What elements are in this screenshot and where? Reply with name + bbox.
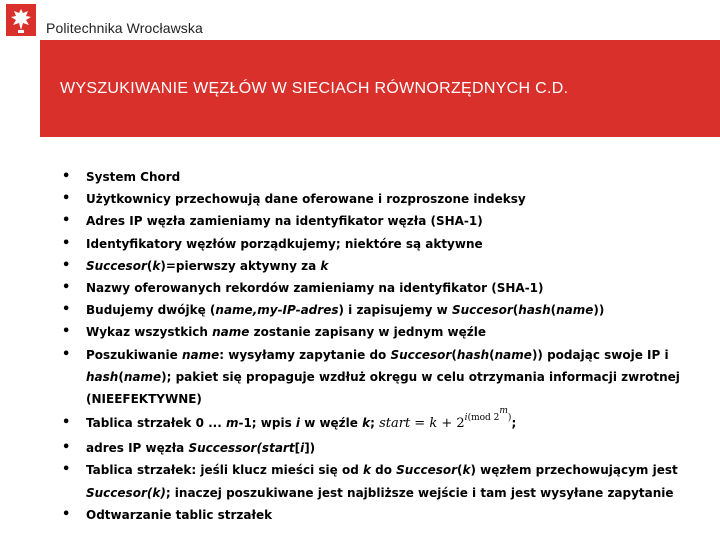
bullet-icon [62, 210, 70, 232]
bullet-icon [62, 233, 70, 255]
bullet-item: • Nazwy oferowanych rekordów zamieniamy na identyfikator (SHA-1) [60, 277, 710, 299]
bullet-icon [62, 344, 70, 366]
bullet-list [60, 166, 710, 526]
formula: start = $k + 2^{i(mod 2^m)}$ [379, 406, 512, 432]
bullet-item: • Succesor(k)=pierwszy aktywny za k [60, 255, 710, 277]
bullet-icon [62, 299, 70, 321]
bullet-icon [62, 255, 70, 277]
bullet-icon [62, 459, 70, 481]
bullet-item: • Użytkownicy przechowują dane oferowane i rozproszone indeksy [60, 188, 710, 210]
bullet-item: • Adres IP węzła zamieniamy na identyfikator węzła (SHA-1) [60, 210, 710, 232]
bullet-item: • System Chord [60, 166, 710, 188]
bullet-item: • Odtwarzanie tablic strzałek [60, 504, 710, 526]
bullet-item: • Tablica strzałek: jeśli klucz mieści się od k do Succesor(k) węzłem przechowującym jest Succesor(k); inaczej poszukiwane jest najbliższe wejście i tam jest wysyłane zapytanie [60, 459, 710, 503]
bullet-item: • Wykaz wszystkich name zostanie zapisany w jednym węźle [60, 321, 710, 343]
bullet-item: • Poszukiwanie name: wysyłamy zapytanie do Succesor(hash(name)) podając swoje IP i hash(name); pakiet się propaguje wzdłuż okręgu w celu otrzymania informacji zwrotnej (NIEEFEKTYWNE) [60, 344, 710, 411]
bullet-icon [62, 321, 70, 343]
eagle-emblem-icon [6, 4, 36, 36]
title-band [40, 40, 720, 137]
slide-content [40, 137, 720, 540]
slide-title: WYSZUKIWANIE WĘZŁÓW W SIECIACH RÓWNORZĘDNYCH C.D. [60, 80, 569, 97]
bullet-icon [62, 504, 70, 526]
bullet-icon [62, 277, 70, 299]
bullet-item: • Budujemy dwójkę (name,my-IP-adres) i zapisujemy w Succesor(hash(name)) [60, 299, 710, 321]
bullet-item: • Identyfikatory węzłów porządkujemy; niektóre są aktywne [60, 233, 710, 255]
bullet-item: • Tablica strzałek 0 ... m-1; wpis i w węźle k; start = $k + 2^{i(mod 2^m)}$; [60, 410, 710, 437]
institution-name: Politechnika Wrocławska [46, 20, 203, 36]
bullet-icon [62, 410, 70, 436]
left-margin [0, 40, 40, 540]
header-bar [0, 0, 720, 40]
bullet-icon [62, 166, 70, 188]
university-logo [6, 4, 36, 36]
bullet-icon [62, 188, 70, 210]
bullet-icon [62, 437, 70, 459]
bullet-item: • adres IP węzła Successor(start[i]) [60, 437, 710, 459]
